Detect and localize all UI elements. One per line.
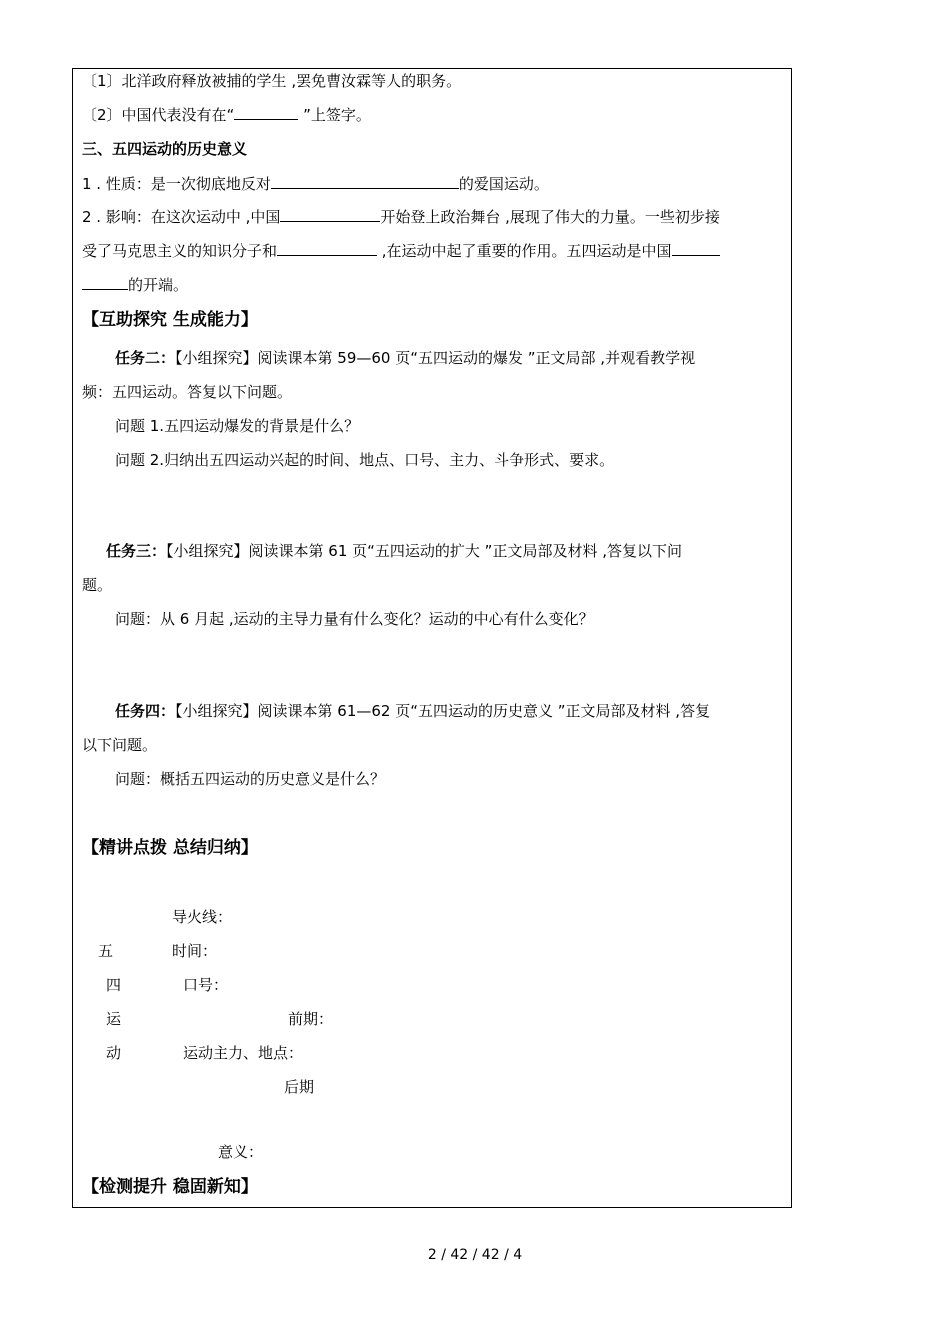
section-check-heading: 【检测提升 稳固新知】 xyxy=(82,1177,258,1197)
diagram-slogan: 口号： xyxy=(183,976,229,994)
task2-line-2: 频：五四运动。答复以下问题。 xyxy=(82,383,293,401)
task3-question: 问题：从 6 月起 ,运动的主导力量有什么变化？运动的中心有什么变化？ xyxy=(115,610,594,628)
influence-line-2: 受了马克思主义的知识分子和 ,在运动中起了重要的作用。五四运动是中国 xyxy=(82,241,720,261)
task4-line-1: 任务四：【小组探究】阅读课本第 61—62 页“五四运动的历史意义 ”正文局部及材料 ,答复 xyxy=(115,702,711,720)
result-line-1: 〔1〕北洋政府释放被捕的学生 ,罢免曹汝霖等人的职务。 xyxy=(82,72,462,90)
content-box xyxy=(72,68,792,1208)
task3-line-2: 题。 xyxy=(82,576,113,594)
section-summary-heading: 【精讲点拨 总结归纳】 xyxy=(82,838,258,858)
diagram-early-stage: 前期： xyxy=(288,1010,334,1028)
section-explore-heading: 【互助探究 生成能力】 xyxy=(82,310,258,330)
influence-line-3: 的开端。 xyxy=(82,275,188,295)
nature-line: 1 . 性质：是一次彻底地反对 的爱国运动。 xyxy=(82,175,549,193)
diagram-vertical-char-4: 动 xyxy=(106,1044,122,1062)
task2-question-1: 问题 1.五四运动爆发的背景是什么？ xyxy=(115,417,360,435)
diagram-time: 时间： xyxy=(172,942,218,960)
diagram-fuse: 导火线： xyxy=(172,908,233,926)
page-footer: 2 / 42 / 42 / 4 xyxy=(427,1247,523,1263)
task2-question-2: 问题 2.归纳出五四运动兴起的时间、地点、口号、主力、斗争形式、要求。 xyxy=(115,451,615,469)
diagram-late-stage: 后期 xyxy=(284,1078,315,1096)
diagram-vertical-char-2: 四 xyxy=(106,976,122,994)
task4-question: 问题：概括五四运动的历史意义是什么？ xyxy=(115,770,386,788)
diagram-vertical-char-3: 运 xyxy=(106,1010,122,1028)
task3-line-1: 任务三：【小组探究】阅读课本第 61 页“五四运动的扩大 ”正文局部及材料 ,答复以下问 xyxy=(106,542,682,560)
task4-line-2: 以下问题。 xyxy=(82,736,158,754)
task2-line-1: 任务二：【小组探究】阅读课本第 59—60 页“五四运动的爆发 ”正文局部 ,并观看教学视 xyxy=(115,349,696,367)
result-line-2: 〔2〕中国代表没有在“ ”上签字。 xyxy=(82,106,371,124)
diagram-vertical-char-1: 五 xyxy=(98,942,114,960)
diagram-main-force: 运动主力、地点： xyxy=(183,1044,304,1062)
section-3-heading: 三、五四运动的历史意义 xyxy=(82,140,248,158)
diagram-meaning: 意义： xyxy=(218,1143,264,1161)
influence-line-1: 2 . 影响：在这次运动中 ,中国 开始登上政治舞台 ,展现了伟大的力量。一些初步接 xyxy=(82,208,720,226)
